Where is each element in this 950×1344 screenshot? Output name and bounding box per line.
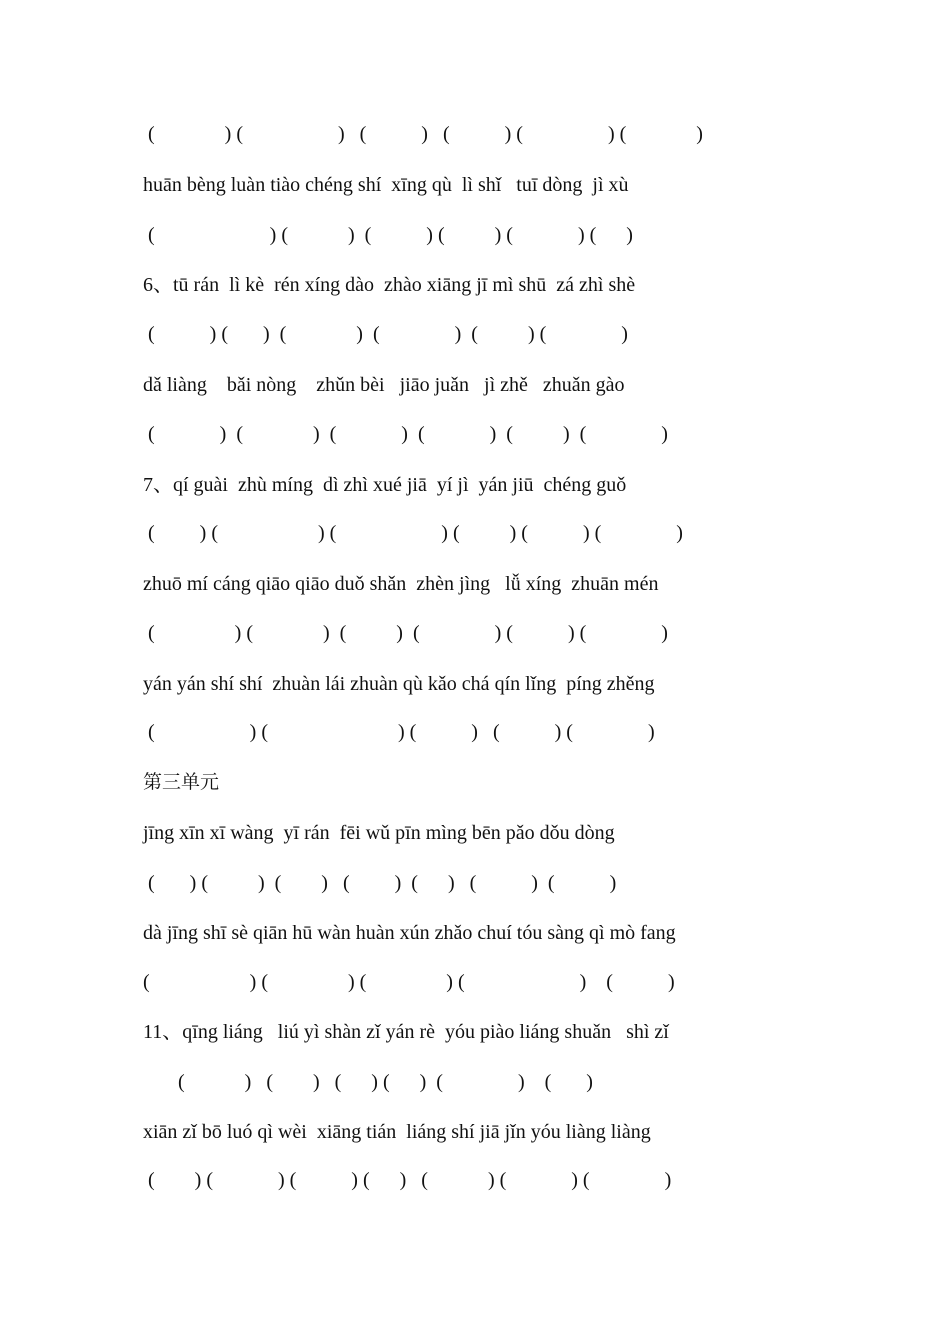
answer-blanks-row: [143, 1069, 807, 1095]
answer-blanks-row: [143, 321, 807, 347]
pinyin-row: [143, 571, 807, 597]
blanks-text: ( ) ( ) ( ) ( ) ( ) ( ): [143, 423, 668, 445]
pinyin-text: zhuō mí cáng qiāo qiāo duǒ shǎn zhèn jìng lǚ xíng zhuān mén: [143, 573, 659, 595]
blanks-text: ( ) ( ) ( ) ( ) ( ) ( ): [143, 622, 668, 644]
pinyin-text: 6、tū rán lì kè rén xíng dào zhào xiāng jī mì shū zá zhì shè: [143, 274, 636, 296]
pinyin-text: yán yán shí shí zhuàn lái zhuàn qù kǎo chá qín lǐng píng zhěng: [143, 673, 655, 695]
answer-blanks-row: [143, 620, 807, 646]
pinyin-row: [143, 671, 807, 697]
pinyin-row: [143, 172, 807, 198]
blanks-text: ( ) ( ) ( ) ( ) ( ) ( ): [143, 224, 633, 246]
blanks-text: ( ) ( ) ( ) ( ) ( ) ( ): [143, 522, 683, 544]
answer-blanks-row: [143, 1167, 807, 1193]
blanks-text: ( ) ( ) ( ) ( ) ( ): [143, 971, 675, 993]
answer-blanks-row: [143, 719, 807, 745]
section-heading-text: 第三单元: [143, 771, 220, 793]
pinyin-row: [143, 1019, 807, 1045]
pinyin-text: dǎ liàng bǎi nòng zhǔn bèi jiāo juǎn jì zhě zhuǎn gào: [143, 374, 625, 396]
answer-blanks-row: [143, 870, 807, 896]
pinyin-text: jīng xīn xī wàng yī rán fēi wǔ pīn mìng bēn pǎo dǒu dòng: [143, 822, 615, 844]
blanks-text: ( ) ( ) ( ) ( ) ( ): [143, 721, 655, 743]
blanks-text: ( ) ( ) ( ) ( ) ( ) ( ): [143, 1071, 593, 1093]
pinyin-row: [143, 820, 807, 846]
pinyin-row: [143, 272, 807, 298]
pinyin-text: 11、qīng liáng liú yì shàn zǐ yán rè yóu piào liáng shuǎn shì zǐ: [143, 1021, 669, 1043]
blanks-text: ( ) ( ) ( ) ( ) ( ) ( ) ( ): [143, 872, 617, 894]
pinyin-text: xiān zǐ bō luó qì wèi xiāng tián liáng shí jiā jǐn yóu liàng liàng: [143, 1121, 651, 1143]
blanks-text: ( ) ( ) ( ) ( ) ( ) ( ): [143, 323, 628, 345]
blanks-text: ( ) ( ) ( ) ( ) ( ) ( ) ( ): [143, 1169, 672, 1191]
pinyin-row: [143, 472, 807, 498]
section-heading: [143, 769, 807, 795]
pinyin-row: [143, 920, 807, 946]
answer-blanks-row: [143, 421, 807, 447]
pinyin-text: dà jīng shī sè qiān hū wàn huàn xún zhǎo chuí tóu sàng qì mò fang: [143, 922, 676, 944]
answer-blanks-row: [143, 222, 807, 248]
answer-blanks-row: [143, 969, 807, 995]
answer-blanks-row: [143, 121, 807, 147]
blanks-text: ( ) ( ) ( ) ( ) ( ) ( ): [143, 123, 703, 145]
pinyin-text: 7、qí guài zhù míng dì zhì xué jiā yí jì yán jiū chéng guǒ: [143, 474, 627, 496]
answer-blanks-row: [143, 520, 807, 546]
pinyin-text: huān bèng luàn tiào chéng shí xīng qù lì shǐ tuī dòng jì xù: [143, 174, 629, 196]
pinyin-row: [143, 1119, 807, 1145]
pinyin-row: [143, 372, 807, 398]
